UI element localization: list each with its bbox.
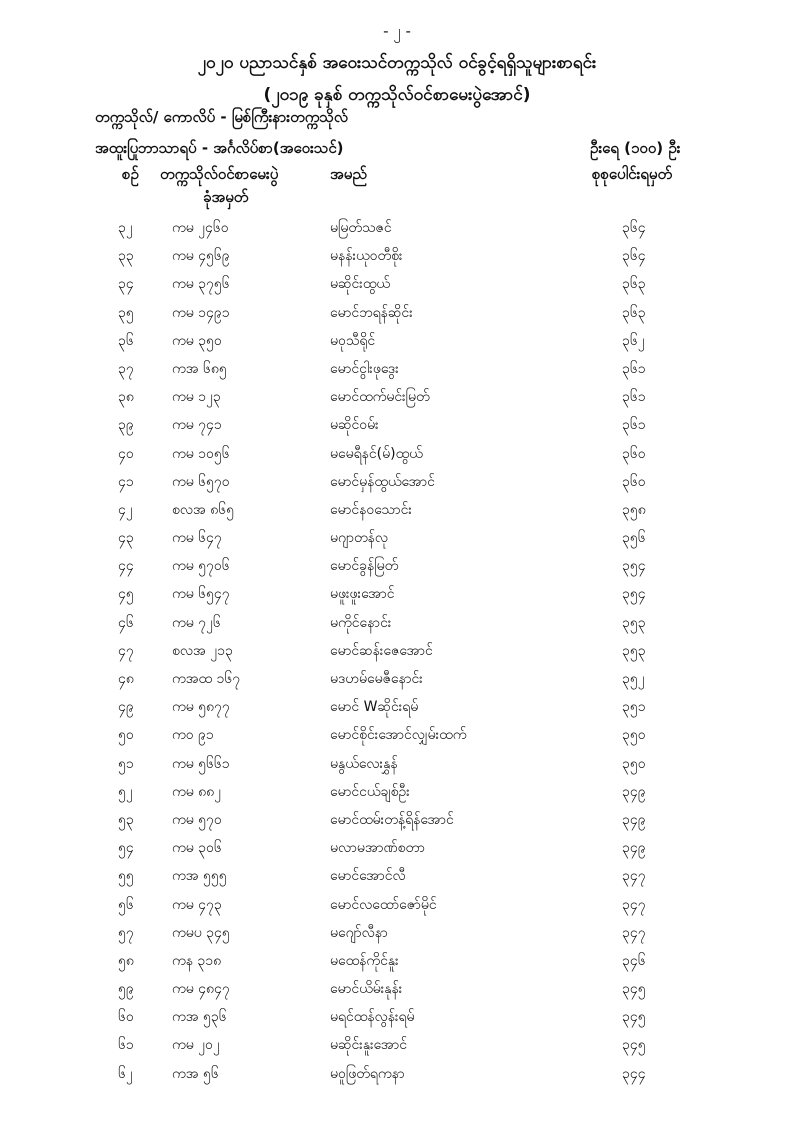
student-name: မောင်အောင်လီ bbox=[330, 868, 406, 885]
student-name: မဖူးဖူးအောင် bbox=[330, 586, 395, 603]
student-name: မောင်နဝသောင်း bbox=[330, 501, 412, 518]
roll-number: ကမ ၄၈၄၇ bbox=[172, 981, 230, 998]
row-number: ၆၂ bbox=[118, 1065, 133, 1082]
table-row bbox=[0, 468, 794, 496]
table-row bbox=[0, 834, 794, 862]
row-number: ၄၆ bbox=[118, 614, 134, 631]
row-number: ၅၄ bbox=[118, 840, 134, 857]
row-number: ၄၂ bbox=[118, 501, 133, 518]
student-name: မဆိုင်ဝမ်း bbox=[330, 417, 379, 434]
row-number: ၄၁ bbox=[118, 473, 134, 490]
total-marks: ၃၄၅ bbox=[622, 981, 646, 998]
roll-number: ကမပ ၃၄၅ bbox=[172, 924, 230, 941]
total-marks: ၃၅၈ bbox=[622, 501, 646, 518]
total-marks: ၃၆၁ bbox=[622, 417, 646, 434]
roll-number: ကမ ၆၄၇ bbox=[172, 530, 222, 547]
student-name: မဂျော်လီနာ bbox=[330, 924, 388, 941]
row-number: ၅၃ bbox=[118, 811, 134, 828]
table-row bbox=[0, 750, 794, 778]
total-marks: ၃၆၄ bbox=[622, 220, 646, 236]
total-marks: ၃၄၇ bbox=[622, 868, 646, 885]
student-name: မလာမအာဏ်စတာ bbox=[330, 840, 425, 857]
row-number: ၄၇ bbox=[118, 642, 134, 659]
row-number: ၅၉ bbox=[118, 981, 134, 998]
student-name: မထေန်ကိုင်နူး bbox=[330, 952, 399, 969]
student-name: မောင်မှန်ထွယ်အောင် bbox=[330, 473, 435, 490]
table-row bbox=[0, 637, 794, 665]
row-number: ၄၀ bbox=[118, 445, 134, 462]
row-number: ၃၇ bbox=[118, 360, 134, 377]
table-row bbox=[0, 242, 794, 270]
student-name: မမြတ်သဇင် bbox=[330, 220, 392, 236]
table-row bbox=[0, 383, 794, 411]
total-marks: ၃၅၄ bbox=[622, 558, 646, 575]
student-name: မောင်ငယ်ချစ်ဦး bbox=[330, 783, 410, 800]
table-row bbox=[0, 552, 794, 580]
roll-number: ကမ ၇၂၆ bbox=[172, 614, 221, 631]
student-name: မနန်းယုဝတီစိုး bbox=[330, 248, 403, 265]
student-name: မောင်စိုင်းအောင်လျှမ်းထက် bbox=[330, 727, 467, 744]
document-title: ၂၀၂၀ ပညာသင်နှစ် အဝေးသင်တက္ကသိုလ် ဝင်ခွင့်ရရှိသူများစာရင်း bbox=[197, 53, 597, 73]
table-row bbox=[0, 327, 794, 355]
column-header-roll: တက္ကသိုလ်ဝင်စာမေးပွဲ bbox=[160, 165, 279, 183]
table-row bbox=[0, 862, 794, 890]
table-row bbox=[0, 411, 794, 439]
table-row bbox=[0, 891, 794, 919]
table-row bbox=[0, 214, 794, 242]
row-number: ၃၈ bbox=[118, 389, 134, 406]
student-name: မနွယ်လေးနွှန် bbox=[330, 755, 398, 772]
results-table bbox=[0, 214, 794, 1088]
table-row bbox=[0, 609, 794, 637]
student-name: မောင်ဘရန်ဆိုင်း bbox=[330, 304, 413, 321]
row-number: ၅၈ bbox=[118, 952, 134, 969]
row-number: ၅၂ bbox=[118, 783, 133, 800]
total-marks: ၃၆၂ bbox=[622, 332, 645, 349]
table-row bbox=[0, 806, 794, 834]
roll-number: ကမ ၈၈၂ bbox=[172, 783, 222, 800]
row-number: ၃၆ bbox=[118, 332, 134, 349]
table-row bbox=[0, 1003, 794, 1031]
total-marks: ၃၄၉ bbox=[622, 840, 646, 857]
student-name: မဝုသီရိုင် bbox=[330, 332, 376, 349]
roll-number: ကမ ၃၅၀ bbox=[172, 332, 222, 349]
row-number: ၄၄ bbox=[118, 558, 134, 575]
row-number: ၅၀ bbox=[118, 727, 134, 744]
row-number: ၃၃ bbox=[118, 248, 134, 265]
column-header-no: စဉ် bbox=[122, 165, 139, 183]
table-row bbox=[0, 270, 794, 298]
total-marks: ၃၅၆ bbox=[622, 530, 646, 547]
student-name: မဂျာတန်လု bbox=[330, 530, 388, 547]
roll-number: ကမ ၄၇၃ bbox=[172, 896, 222, 913]
total-marks: ၃၄၉ bbox=[622, 811, 646, 828]
roll-number: ကမ ၁၀၅၆ bbox=[172, 445, 230, 462]
total-marks: ၃၅၀ bbox=[622, 727, 646, 744]
total-marks: ၃၆၀ bbox=[622, 473, 646, 490]
roll-number: ကမ ၅၆၆၁ bbox=[172, 755, 230, 772]
roll-number: ကမ ၆၅၄၇ bbox=[172, 586, 230, 603]
student-name: မရင်ထန်လွန်းရမ် bbox=[330, 1009, 415, 1026]
roll-number: ကဝ ၉၁ bbox=[172, 727, 214, 744]
student-name: မကိုင်နောင်း bbox=[330, 614, 392, 631]
roll-number: ကအ ၆၈၅ bbox=[172, 360, 227, 377]
total-marks: ၃၅၁ bbox=[622, 699, 646, 716]
roll-number: ကမ ၃၀၆ bbox=[172, 840, 222, 857]
table-row bbox=[0, 975, 794, 1003]
row-number: ၄၃ bbox=[118, 530, 134, 547]
row-number: ၃၂ bbox=[118, 220, 133, 236]
table-row bbox=[0, 947, 794, 975]
quota-line: ဦးရေ (၁၀၀) ဦး bbox=[590, 139, 681, 157]
total-marks: ၃၅၃ bbox=[622, 642, 646, 659]
total-marks: ၃၅၀ bbox=[622, 755, 646, 772]
roll-number: ကအ ၅၅၅ bbox=[172, 868, 227, 885]
roll-number: ကမ ၂၀၂ bbox=[172, 1037, 220, 1054]
student-name: မောင်ဆန်းဇေအောင် bbox=[330, 642, 433, 659]
row-number: ၅၁ bbox=[118, 755, 134, 772]
row-number: ၃၄ bbox=[118, 276, 134, 293]
roll-number: ကမ ၂၄၆၀ bbox=[172, 220, 229, 236]
row-number: ၄၈ bbox=[118, 671, 134, 687]
roll-number: ကအ ၅၃၆ bbox=[172, 1009, 227, 1026]
table-row bbox=[0, 524, 794, 552]
student-name: မောင်ထက်မင်းမြတ် bbox=[330, 389, 430, 406]
student-name: မောင်လထော်ဇော်မိုင် bbox=[330, 896, 437, 913]
table-row bbox=[0, 1031, 794, 1059]
roll-number: ကမ ၅၇၀၆ bbox=[172, 558, 230, 575]
student-name: မဒဟမ်မေဇီနောင်း bbox=[330, 671, 423, 687]
roll-number: ကမ ၃၇၅၆ bbox=[172, 276, 230, 293]
student-name: မောင်ယိမ်းနုန်း bbox=[330, 981, 403, 998]
roll-number: ကမ ၆၅၇၀ bbox=[172, 473, 230, 490]
total-marks: ၃၆၁ bbox=[622, 389, 646, 406]
student-name: မောင်ငွါးဖုဒွေး bbox=[330, 360, 399, 377]
row-number: ၃၉ bbox=[118, 417, 134, 434]
roll-number: ကမ ၅၈၇၇ bbox=[172, 699, 230, 716]
row-number: ၄၅ bbox=[118, 586, 134, 603]
total-marks: ၃၄၇ bbox=[622, 924, 646, 941]
student-name: မမေရီနင်(မ်)ထွယ် bbox=[330, 445, 423, 462]
roll-number: စလအ ၂၁၃ bbox=[172, 642, 233, 659]
student-name: မောင်ခွန်မြတ် bbox=[330, 558, 399, 575]
column-header-marks: စုစုပေါင်းရမှတ် bbox=[592, 165, 673, 183]
student-name: မဆိုင်းထွယ် bbox=[330, 276, 390, 293]
roll-number: ကမ ၁၄၉၁ bbox=[172, 304, 230, 321]
row-number: ၆၀ bbox=[118, 1009, 134, 1026]
column-header-name: အမည် bbox=[330, 165, 367, 183]
document-subtitle: (၂၀၁၉ ခုနှစ် တက္ကသိုလ်ဝင်စာမေးပွဲအောင်) bbox=[263, 85, 531, 105]
page-number: - ၂ - bbox=[383, 22, 411, 40]
total-marks: ၃၅၄ bbox=[622, 586, 646, 603]
roll-number: ကမ ၄၅၆၉ bbox=[172, 248, 230, 265]
row-number: ၅၅ bbox=[118, 868, 134, 885]
roll-number: ကမ ၇၄၁ bbox=[172, 417, 222, 434]
total-marks: ၃၆၃ bbox=[622, 276, 646, 293]
total-marks: ၃၆၃ bbox=[622, 304, 646, 321]
student-name: မဆိုင်းနူးအောင် bbox=[330, 1037, 408, 1054]
table-row bbox=[0, 693, 794, 721]
total-marks: ၃၄၉ bbox=[622, 783, 646, 800]
total-marks: ၃၄၅ bbox=[622, 1009, 646, 1026]
table-row bbox=[0, 665, 794, 693]
table-row bbox=[0, 299, 794, 327]
total-marks: ၃၆၄ bbox=[622, 248, 646, 265]
total-marks: ၃၆၁ bbox=[622, 360, 646, 377]
university-line: တက္ကသိုလ်/ ကောလိပ် - မြစ်ကြီးနားတက္ကသိုလ် bbox=[95, 108, 348, 126]
specialization-line: အထူးပြုဘာသာရပ် - အင်္ဂလိပ်စာ(အဝေးသင်) bbox=[95, 139, 344, 157]
student-name: မောင်ထမ်းတန့်ရိန်အောင် bbox=[330, 811, 454, 828]
table-row bbox=[0, 1060, 794, 1088]
roll-number: ကမ ၅၇၀ bbox=[172, 811, 222, 828]
total-marks: ၃၄၇ bbox=[622, 896, 646, 913]
student-name: မောင် Wဆိုင်းရမ် bbox=[330, 699, 419, 716]
total-marks: ၃၆၀ bbox=[622, 445, 646, 462]
roll-number: ကအ ၅၆ bbox=[172, 1065, 219, 1082]
total-marks: ၃၄၆ bbox=[622, 952, 646, 969]
table-row bbox=[0, 580, 794, 608]
row-number: ၄၉ bbox=[118, 699, 134, 716]
total-marks: ၃၅၃ bbox=[622, 614, 646, 631]
roll-number: ကန ၃၁၈ bbox=[172, 952, 222, 969]
student-name: မဝူဖြတ်ရကနာ bbox=[330, 1065, 405, 1082]
roll-number: ကအထ ၁၆၇ bbox=[172, 671, 241, 687]
row-number: ၅၇ bbox=[118, 924, 134, 941]
table-row bbox=[0, 919, 794, 947]
row-number: ၃၅ bbox=[118, 304, 134, 321]
total-marks: ၃၅၂ bbox=[622, 671, 645, 687]
roll-number: ကမ ၁၂၃ bbox=[172, 389, 221, 406]
table-row bbox=[0, 778, 794, 806]
table-row bbox=[0, 496, 794, 524]
total-marks: ၃၄၅ bbox=[622, 1037, 646, 1054]
row-number: ၆၁ bbox=[118, 1037, 134, 1054]
table-row bbox=[0, 355, 794, 383]
total-marks: ၃၄၄ bbox=[622, 1065, 646, 1082]
table-row bbox=[0, 721, 794, 749]
row-number: ၅၆ bbox=[118, 896, 134, 913]
roll-number: စလအ ၈၆၅ bbox=[172, 501, 235, 518]
table-row bbox=[0, 440, 794, 468]
column-header-roll-line2: ခုံအမှတ် bbox=[203, 188, 249, 206]
